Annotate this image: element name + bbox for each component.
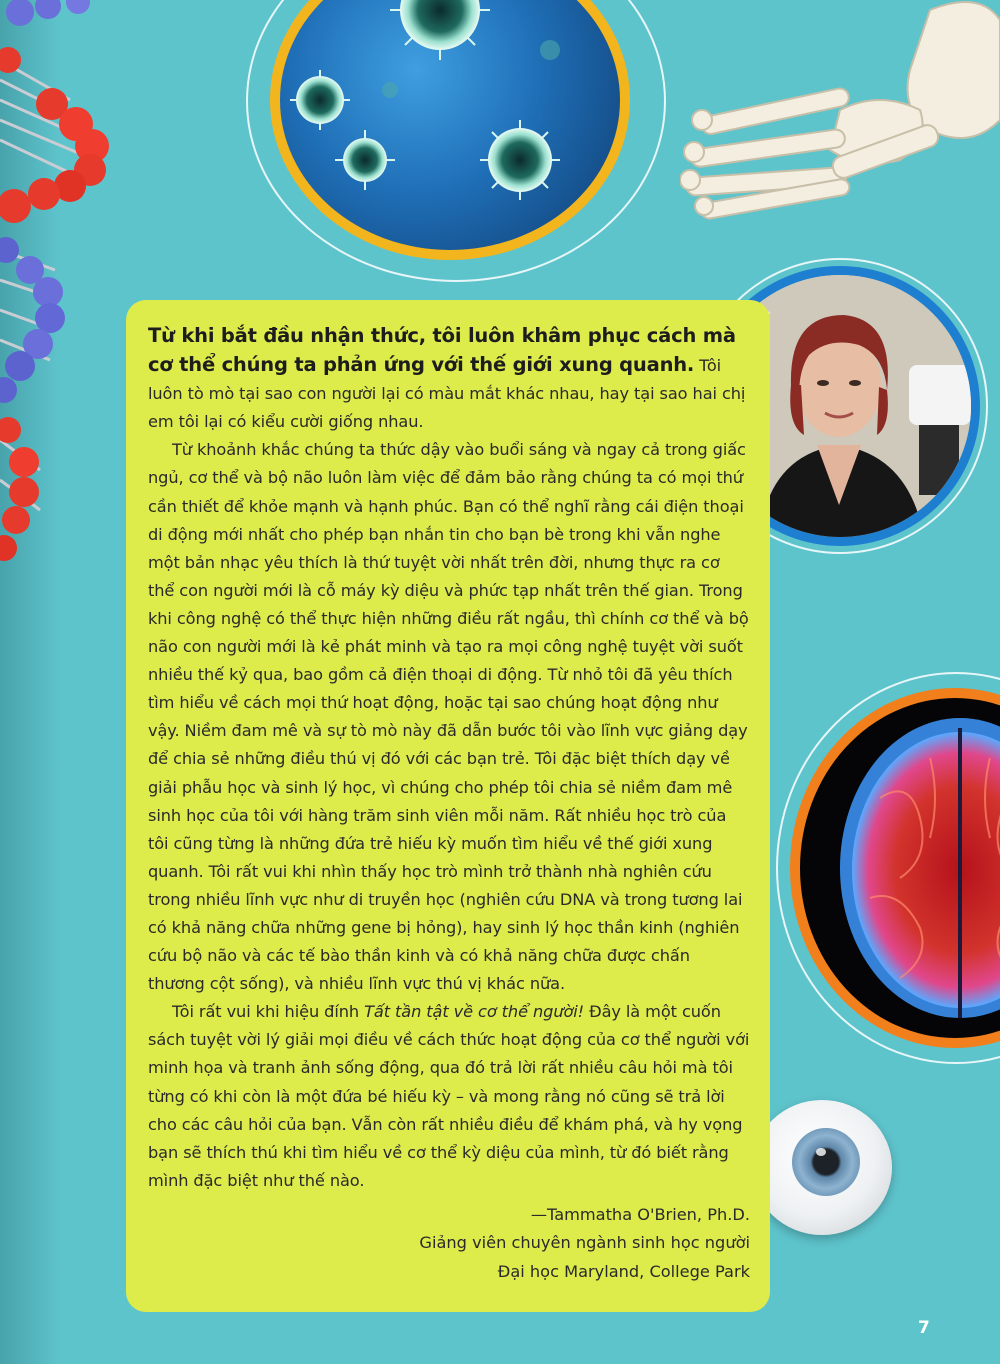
signature-institution: Đại học Maryland, College Park [497,1261,750,1281]
book-title: Tất tần tật về cơ thể người! [364,1002,585,1022]
virus-illustration [280,0,620,250]
body-paragraph-3 [148,998,750,1195]
page-number: 7 [918,1318,930,1338]
body-paragraph-2: Từ khoảnh khắc chúng ta thức dậy vào buổi sáng và ngay cả trong giấc ngủ, cơ thể và bộ não luôn làm việc để đảm bảo rằng chúng ta có mọi thứ cần thiết để khỏe mạnh và hạnh phúc. Bạn có thể nghĩ rằng cái điện thoại di động mới nhất cho phép bạn nhắn tin cho bạn bè trong khi vẫn nghe một bản nhạc yêu thích là thứ tuyệt vời nhất trên đời, nhưng thực ra cơ thể con người mới là cỗ máy kỳ diệu và phức tạp nhất trên thế gian. Trong khi công nghệ có thể thực hiện những điều rất ngầu, thì chính cơ thể và bộ não con người mới là kẻ phát minh và tạo ra mọi công nghệ tuyệt vời suốt nhiều thế kỷ qua, bao gồm cả điện thoại di động. Từ nhỏ tôi đã yêu thích tìm hiểu về cách mọi thứ hoạt động, hoặc tại sao chúng hoạt động như vậy. Niềm đam mê và sự tò mò này đã dẫn bước tôi vào lĩnh vực giảng dạy để chia sẻ những điều thú vị đó với các bạn trẻ. Tôi đặc biệt thích dạy về giải phẫu học và sinh lý học, vì chúng cho phép tôi chia sẻ niềm đam mê sinh học của tôi với hàng trăm sinh viên mỗi năm. Rất nhiều học trò của tôi cũng từng là những đứa trẻ hiếu kỳ muốn tìm hiểu về thế giới xung quanh. Tôi rất vui khi nhìn thấy học trò mình trở thành nhà nghiên cứu trong nhiều lĩnh vực như di truyền học (nghiên cứu DNA và trong tương lai có khả năng chữa những gene bị hỏng), hay sinh lý học thần kinh (nghiên cứu bộ não và các tế bào thần kinh và có khả năng chữa được chấn thương cột sống), và nhiều lĩnh vực thú vị khác nữa. [148,440,749,994]
signature-name: —Tammatha O'Brien, Ph.D. [530,1204,750,1224]
intro-paragraph [148,322,750,436]
signature-title: Giảng viên chuyên ngành sinh học người [419,1233,750,1253]
skeleton-foot-image [680,0,1000,240]
foreword-text-panel [126,300,770,1312]
intro-rest: Tôi luôn tò mò tại sao con người lại có màu mắt khác nhau, hay tại sao hai chị em tôi lại có kiểu cười giống nhau. [148,356,746,432]
paragraph-3-rest: Đây là một cuốn sách tuyệt vời lý giải mọi điều về cách thức hoạt động của cơ thể người với minh họa và tranh ảnh sống động, qua đó trả lời rất nhiều câu hỏi mà tôi từng có khi còn là một đứa bé hiếu kỳ – và mong rằng nó cũng sẽ trả lời cho các câu hỏi của bạn. Vẫn còn rất nhiều điều để khám phá, và hy vọng bạn sẽ thích thú khi tìm hiểu về cơ thể kỳ diệu của mình, từ đó biết rằng mình đặc biệt như thế nào. [148,1002,750,1190]
eye-iris [792,1128,860,1196]
paragraph-3-start: Tôi rất vui khi hiệu đính [172,1002,365,1022]
signature-block [148,1201,750,1287]
eyeball-image [752,1100,892,1235]
dna-helix-image [0,0,130,600]
lead-sentence: Từ khi bắt đầu nhận thức, tôi luôn khâm phục cách mà cơ thể chúng ta phản ứng với thế giới xung quanh. [148,324,736,377]
